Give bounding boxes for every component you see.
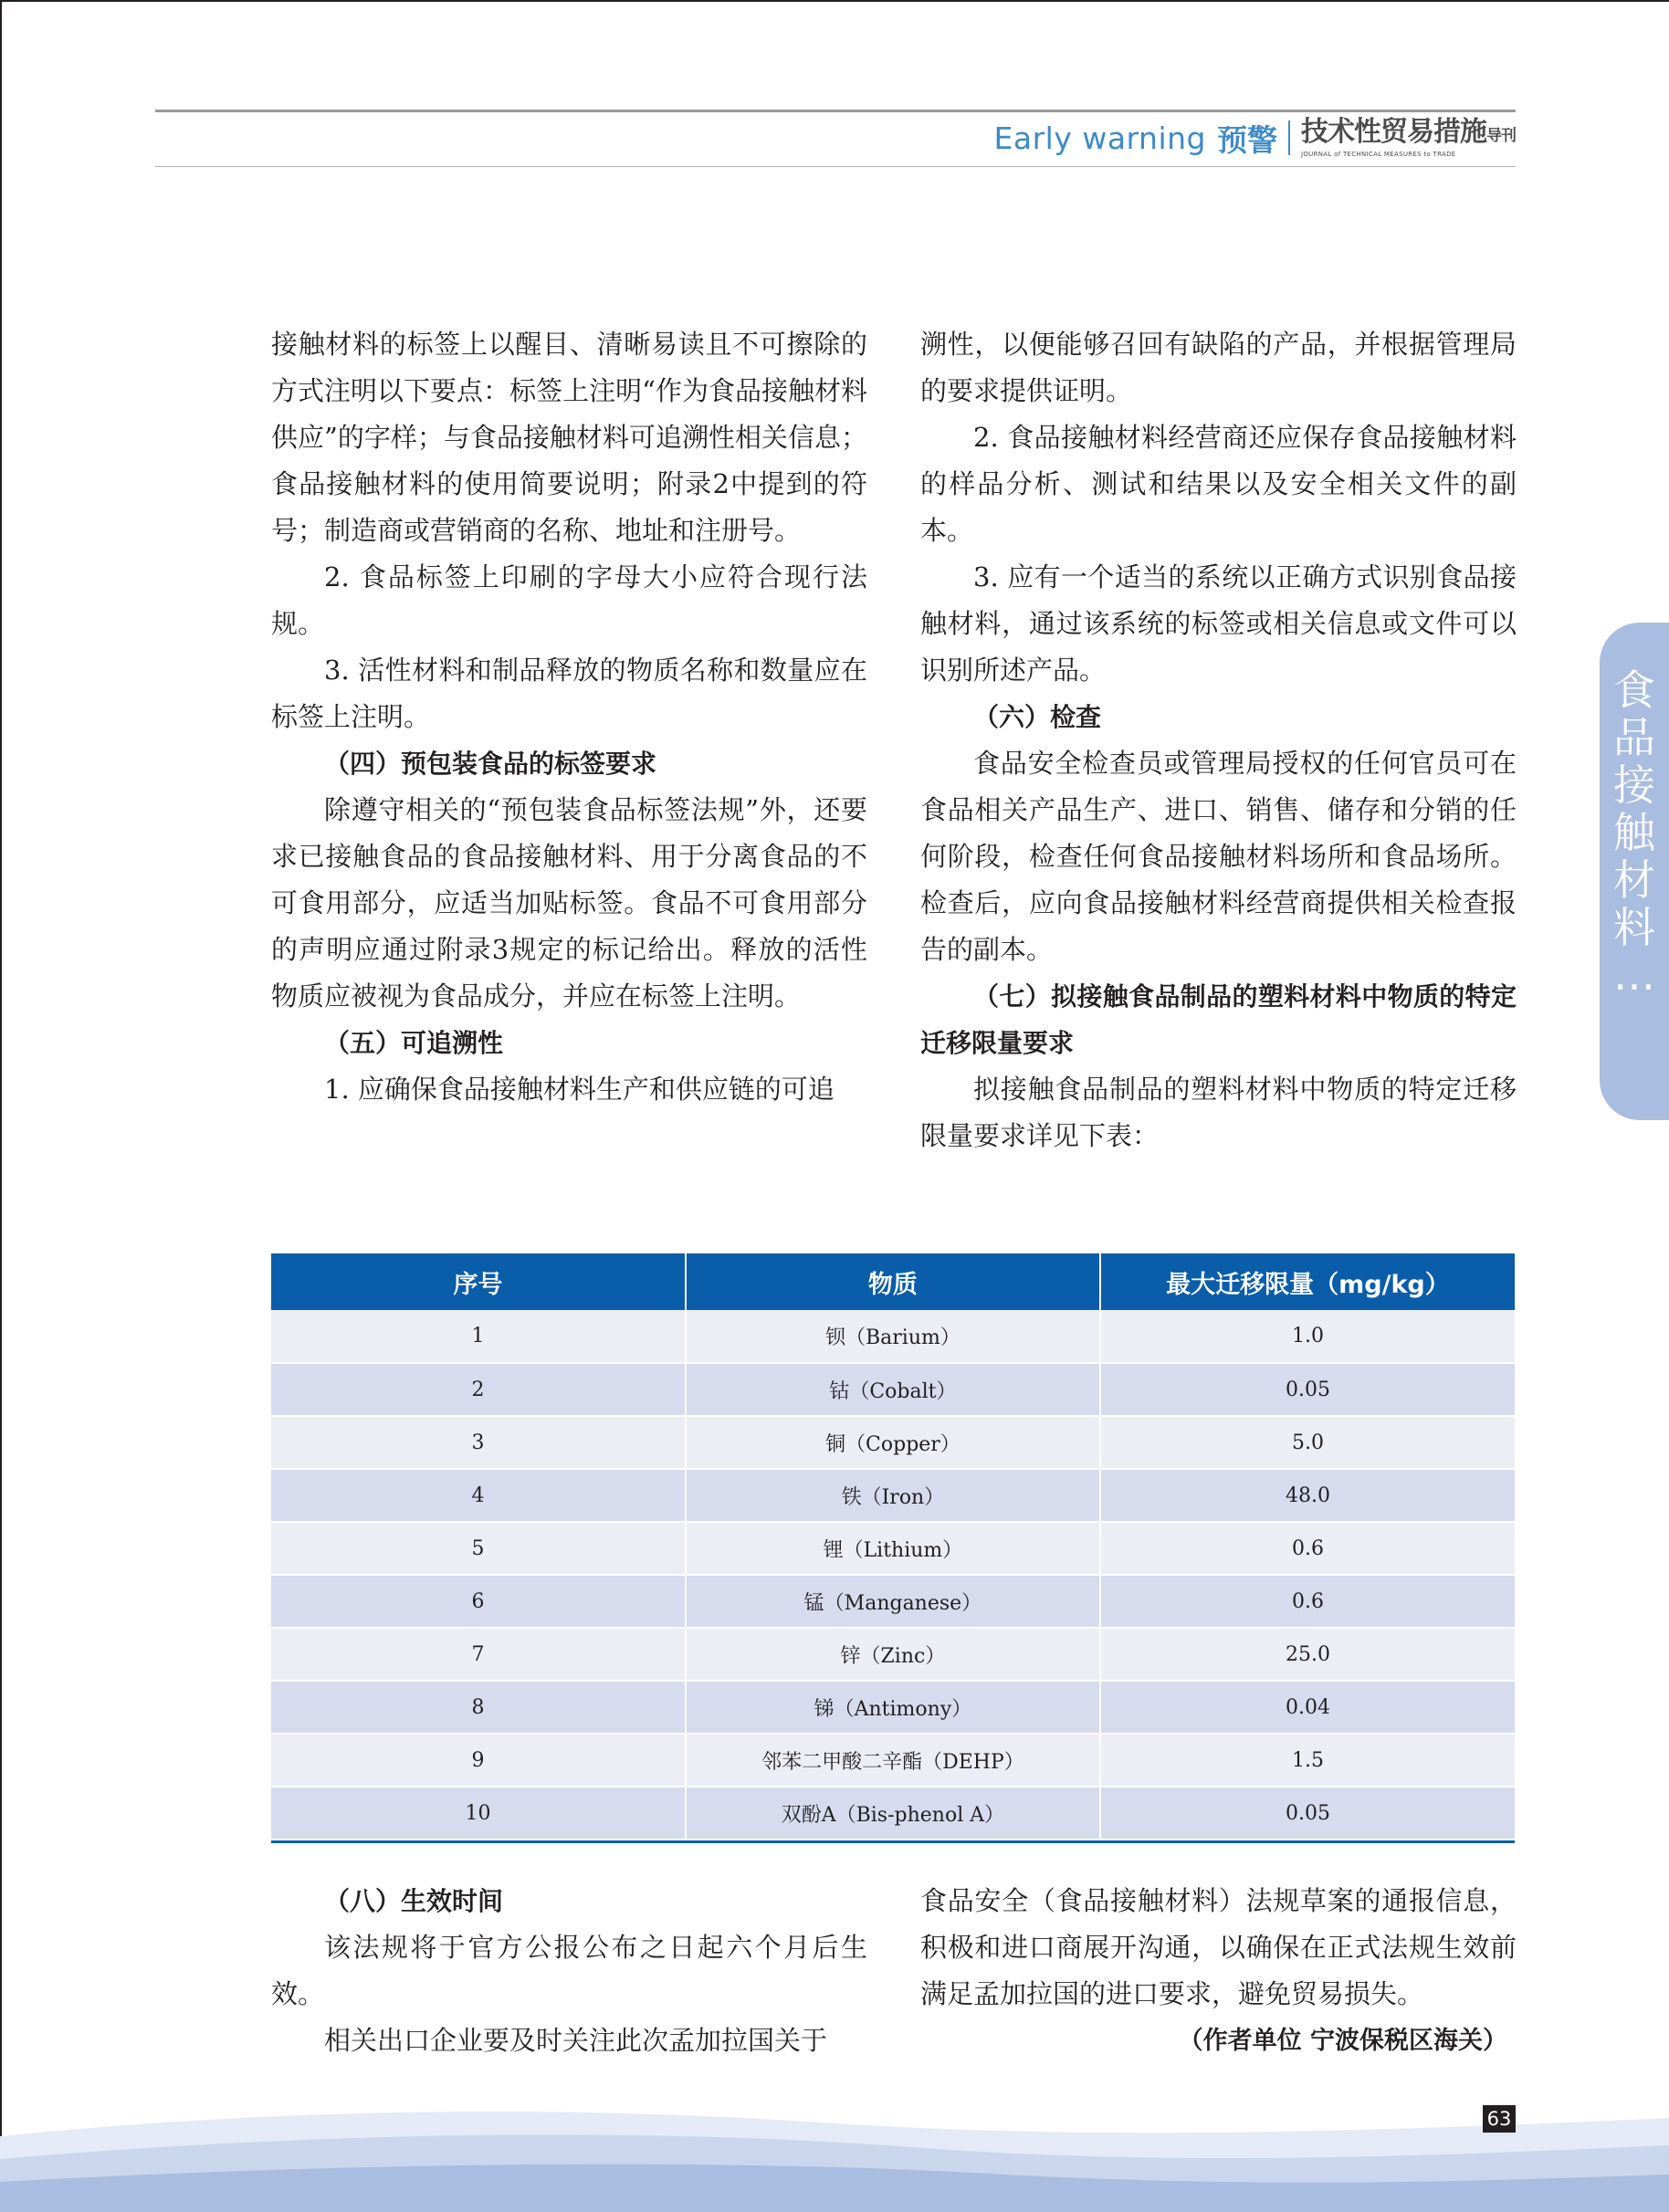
section-heading-4: （四）预包装食品的标签要求 <box>324 749 657 779</box>
cell-substance: 锑（Antimony） <box>686 1681 1100 1734</box>
cell-substance: 钡（Barium） <box>686 1310 1100 1363</box>
section-label-cn: 预警 <box>1217 121 1277 158</box>
journal-logo <box>1301 118 1516 158</box>
column-header-substance: 物质 <box>686 1253 1100 1310</box>
table-row <box>271 1681 1515 1734</box>
table-row <box>271 1416 1515 1469</box>
section-label-en: Early warning <box>993 120 1206 156</box>
cell-limit: 0.05 <box>1100 1787 1515 1840</box>
cell-substance: 铜（Copper） <box>686 1416 1100 1469</box>
cell-index: 10 <box>271 1787 686 1840</box>
paragraph: 该法规将于官方公报公布之日起六个月后生效。 <box>271 1932 867 2009</box>
cell-substance: 钴（Cobalt） <box>686 1363 1100 1416</box>
header-rule-bottom <box>155 166 1516 167</box>
footer-wave-decoration <box>0 2091 1669 2212</box>
cell-limit: 0.05 <box>1100 1363 1515 1416</box>
header-rule-top <box>155 110 1516 112</box>
cell-substance: 锌（Zinc） <box>686 1628 1100 1681</box>
paragraph: 3. 应有一个适当的系统以正确方式识别食品接触材料，通过该系统的标签或相关信息或文件可以识别所述产品。 <box>920 561 1517 686</box>
author-affiliation: （作者单位 宁波保税区海关） <box>1178 2027 1507 2055</box>
column-header-index: 序号 <box>271 1253 686 1310</box>
journal-title-main: 技术性贸易措施 <box>1301 116 1486 148</box>
table-row <box>271 1363 1515 1416</box>
cell-index: 6 <box>271 1575 686 1628</box>
paragraph: 拟接触食品制品的塑料材料中物质的特定迁移限量要求详见下表： <box>920 1074 1517 1151</box>
column-left-top <box>271 321 867 1113</box>
cell-index: 7 <box>271 1628 686 1681</box>
column-header-limit: 最大迁移限量（mg/kg） <box>1100 1253 1515 1310</box>
cell-index: 4 <box>271 1469 686 1522</box>
paragraph: 1. 应确保食品接触材料生产和供应链的可追 <box>324 1074 834 1105</box>
table-bottom-rule <box>271 1840 1515 1843</box>
side-tab-label: 食 品 接 触 材 料 … <box>1613 666 1655 1000</box>
journal-subtitle: JOURNAL of TECHNICAL MEASURES to TRADE <box>1301 151 1456 158</box>
section-heading-5: （五）可追溯性 <box>324 1028 504 1058</box>
cell-limit: 0.6 <box>1100 1522 1515 1575</box>
section-heading-8: （八）生效时间 <box>324 1886 504 1916</box>
cell-limit: 0.04 <box>1100 1681 1515 1734</box>
cell-substance: 双酚A（Bis-phenol A） <box>686 1787 1100 1840</box>
table-row <box>271 1575 1515 1628</box>
cell-limit: 1.0 <box>1100 1310 1515 1363</box>
column-right-bottom <box>920 1878 1517 2064</box>
cell-index: 2 <box>271 1363 686 1416</box>
journal-title <box>1301 118 1516 151</box>
cell-limit: 5.0 <box>1100 1416 1515 1469</box>
paragraph: 2. 食品接触材料经营商还应保存食品接触材料的样品分析、测试和结果以及安全相关文件的副本。 <box>920 422 1517 546</box>
running-header <box>993 116 1516 158</box>
cell-limit: 25.0 <box>1100 1628 1515 1681</box>
migration-limit-table <box>271 1253 1515 1843</box>
data-table <box>271 1253 1515 1840</box>
table-row <box>271 1787 1515 1840</box>
paragraph: 接触材料的标签上以醒目、清晰易读且不可擦除的方式注明以下要点：标签上注明“作为食品接触材料供应”的字样；与食品接触材料可追溯性相关信息；食品接触材料的使用简要说明；附录2中提到的符号；制造商或营销商的名称、地址和注册号。 <box>271 329 867 546</box>
journal-title-suffix: 导刊 <box>1486 127 1516 145</box>
cell-substance: 邻苯二甲酸二辛酯（DEHP） <box>686 1734 1100 1787</box>
cell-limit: 48.0 <box>1100 1469 1515 1522</box>
table-header-row <box>271 1253 1515 1310</box>
cell-substance: 锰（Manganese） <box>686 1575 1100 1628</box>
column-left-bottom <box>271 1878 867 2064</box>
section-heading-6: （六）检查 <box>973 702 1102 732</box>
cell-index: 9 <box>271 1734 686 1787</box>
table-row <box>271 1310 1515 1363</box>
page-frame-top <box>0 0 1669 2</box>
section-heading-7: （七）拟接触食品制品的塑料材料中物质的特定迁移限量要求 <box>920 981 1517 1058</box>
page-number: 63 <box>1483 2105 1516 2133</box>
cell-index: 5 <box>271 1522 686 1575</box>
cell-limit: 0.6 <box>1100 1575 1515 1628</box>
header-divider <box>1288 121 1290 155</box>
cell-index: 8 <box>271 1681 686 1734</box>
page-frame-left <box>0 0 2 2212</box>
table-row <box>271 1628 1515 1681</box>
paragraph: 3. 活性材料和制品释放的物质名称和数量应在标签上注明。 <box>271 655 867 732</box>
cell-substance: 锂（Lithium） <box>686 1522 1100 1575</box>
cell-index: 1 <box>271 1310 686 1363</box>
table-row <box>271 1734 1515 1787</box>
paragraph: 食品安全检查员或管理局授权的任何官员可在食品相关产品生产、进口、销售、储存和分销的任何阶段，检查任何食品接触材料场所和食品场所。检查后，应向食品接触材料经营商提供相关检查报告的副本。 <box>920 748 1517 965</box>
column-right-top <box>920 321 1517 1159</box>
cell-substance: 铁（Iron） <box>686 1469 1100 1522</box>
paragraph: 食品安全（食品接触材料）法规草案的通报信息，积极和进口商展开沟通，以确保在正式法规生效前满足孟加拉国的进口要求，避免贸易损失。 <box>920 1885 1517 2009</box>
section-side-tab <box>1600 623 1669 1120</box>
paragraph: 2. 食品标签上印刷的字母大小应符合现行法规。 <box>271 561 867 639</box>
paragraph: 溯性，以便能够召回有缺陷的产品，并根据管理局的要求提供证明。 <box>920 329 1517 406</box>
cell-limit: 1.5 <box>1100 1734 1515 1787</box>
paragraph: 除遵守相关的“预包装食品标签法规”外，还要求已接触食品的食品接触材料、用于分离食品的不可食用部分，应适当加贴标签。食品不可食用部分的声明应通过附录3规定的标记给出。释放的活性物质应被视为食品成分，并应在标签上注明。 <box>271 794 867 1012</box>
cell-index: 3 <box>271 1416 686 1469</box>
table-row <box>271 1522 1515 1575</box>
paragraph: 相关出口企业要及时关注此次孟加拉国关于 <box>324 2025 828 2056</box>
table-row <box>271 1469 1515 1522</box>
